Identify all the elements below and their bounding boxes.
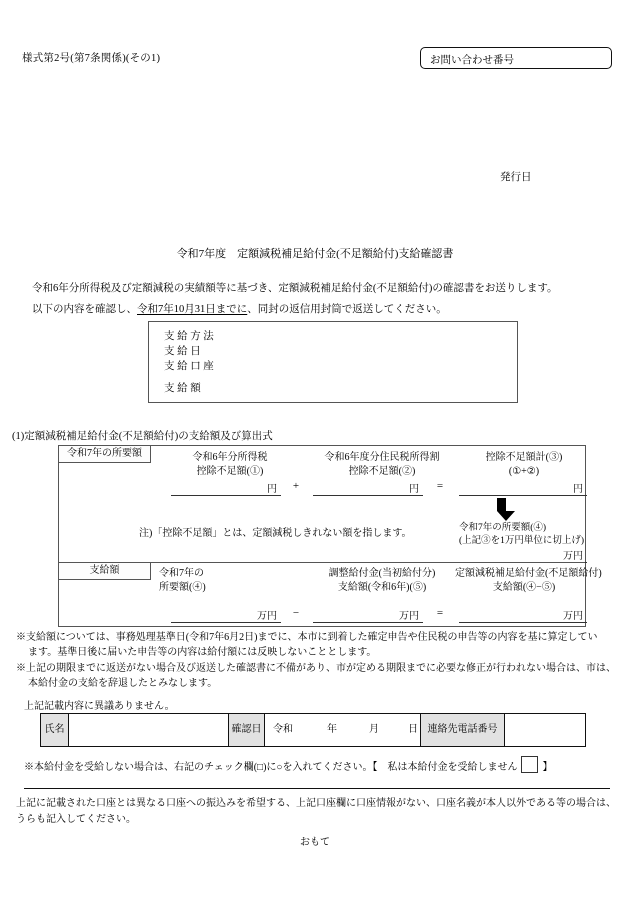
row1-col3-head-line2: (①+②) (508, 466, 540, 477)
footnote-2-line-1: ※上記の期限までに返送がない場合及び返送した確認書に不備があり、市が定める期限までに必要な修正が行われない場合は、市は、 (16, 663, 616, 674)
row1-result-line2: (上記③を1万円単位に切上げ) (459, 536, 585, 546)
issue-date-label: 発行日 (500, 172, 532, 183)
bottom-note-line-1: 上記に記載された口座とは異なる口座への振込みを希望する、上記口座欄に口座情報がない、口座名義が本人以外である等の場合は、 (16, 798, 616, 809)
row1-note: 注)「控除不足額」とは、定額減税しきれない額を指します。 (139, 528, 412, 539)
confirm-date-input[interactable] (265, 714, 421, 746)
row1-amount-field-1[interactable]: 円 (171, 480, 281, 496)
arrow-down-icon (497, 498, 506, 521)
row1-col3-head (459, 451, 589, 479)
row1-result-field[interactable]: 万円 (459, 547, 587, 563)
intro-post-text: 、同封の返信用封筒で返送してください。 (247, 304, 447, 315)
row1-tag: 令和7年の所要額 (59, 446, 151, 463)
row2-col1-head-line1: 令和7年の (159, 568, 204, 579)
form-number: 様式第2号(第7条関係)(その1) (22, 53, 161, 64)
row2-amount-field-1[interactable]: 万円 (171, 607, 281, 623)
row1-result-line1: 令和7年の所要額(④) (459, 523, 547, 533)
row1-operator-plus: + (292, 480, 300, 492)
document-title: 令和7年度 定額減税補足給付金(不足額給付)支給確認書 (176, 248, 454, 260)
row2-operator-equals: = (436, 607, 444, 619)
row2-tag: 支給額 (59, 563, 151, 580)
decline-text: ※本給付金を受給しない場合は、右記のチェック欄(□)に○を入れてください。【 私は本給付金を受給しません (24, 762, 518, 773)
row2-col1-head-line2: 所要額(④) (159, 582, 206, 593)
row1-col3-head-line1: 控除不足額計(③) (485, 452, 563, 463)
signature-table (40, 713, 586, 747)
row2-col3-head-line1: 定額減税補足給付金(不足額給付) (455, 568, 602, 579)
page-side-mark: おもて (300, 837, 330, 848)
row1-operator-equals: = (436, 480, 444, 492)
row2-col2-head-line1: 調整給付金(当初給付分) (328, 568, 436, 579)
row2-amount-field-3[interactable]: 万円 (459, 607, 587, 623)
intro-paragraph-2 (32, 301, 447, 316)
row1-col2-head-line2: 控除不足額(②) (348, 466, 416, 477)
payment-info-box (148, 321, 518, 403)
phone-label: 連絡先電話番号 (421, 714, 505, 746)
footnote-1-line-2: ます。基準日後に届いた申告等の内容は給付額には反映しないこととします。 (28, 647, 377, 658)
name-label: 氏名 (41, 714, 69, 746)
row1-amount-field-2[interactable]: 円 (313, 480, 423, 496)
month-unit: 月 (369, 724, 379, 735)
payment-date-label: 支給日 (164, 346, 204, 357)
intro-paragraph-1: 令和6年分所得税及び定額減税の実績額等に基づき、定額減税補足給付金(不足額給付)の確認書をお送りします。 (32, 283, 558, 294)
footnote-2-line-2: 本給付金の支給を辞退したとみなします。 (28, 678, 218, 689)
inquiry-number-label: お問い合わせ番号 (430, 55, 514, 66)
decline-notice (24, 756, 552, 773)
row2-col3-head (455, 567, 602, 595)
row2-col3-head-line2: 支給額(④−⑤) (492, 582, 556, 593)
year-unit: 年 (327, 724, 337, 735)
era-label: 令和 (273, 724, 293, 735)
intro-pre-text: 以下の内容を確認し、 (32, 304, 137, 315)
calc-row-payment-amount (59, 562, 602, 626)
calc-row-required-amount (59, 446, 585, 562)
row2-col1-head (159, 567, 309, 595)
row1-col1-head-line2: 控除不足額(①) (196, 466, 264, 477)
row1-col2-head-line1: 令和6年度分住民税所得割 (324, 452, 440, 463)
row2-amount-field-2[interactable]: 万円 (313, 607, 423, 623)
row1-col2-head (297, 451, 467, 479)
row2-operator-minus: − (292, 607, 300, 619)
section1-label: (1)定額減税補足給付金(不足額給付)の支給額及び算出式 (12, 431, 273, 442)
bottom-note-line-2: うらも記入してください。 (16, 814, 136, 825)
day-unit: 日 (408, 724, 418, 735)
inquiry-number-box[interactable] (420, 47, 612, 69)
decline-bracket-close: 】 (542, 762, 553, 773)
calculation-table (58, 445, 602, 627)
payment-method-label: 支給方法 (164, 331, 217, 342)
bottom-divider (24, 788, 610, 789)
phone-input[interactable] (505, 714, 584, 746)
row1-result-caption (459, 522, 584, 548)
payment-amount-label: 支給額 (164, 383, 204, 394)
row2-col2-head-line2: 支給額(令和6年)(⑤) (337, 582, 427, 593)
agreement-statement: 上記記載内容に異議ありません。 (24, 701, 175, 712)
row1-amount-field-3[interactable]: 円 (459, 480, 587, 496)
confirm-date-label: 確認日 (229, 714, 265, 746)
decline-checkbox[interactable] (521, 756, 538, 773)
row2-col2-head (297, 567, 467, 595)
name-input[interactable] (69, 714, 229, 746)
footnote-1-line-1: ※支給額については、事務処理基準日(令和7年6月2日)までに、本市に到着した確定申告や住民税の申告等の内容を基に算定してい (16, 632, 598, 643)
row1-col1-head (155, 451, 305, 479)
row1-col1-head-line1: 令和6年分所得税 (192, 452, 268, 463)
payment-account-label: 支給口座 (164, 361, 217, 372)
intro-deadline: 令和7年10月31日までに (137, 304, 248, 315)
